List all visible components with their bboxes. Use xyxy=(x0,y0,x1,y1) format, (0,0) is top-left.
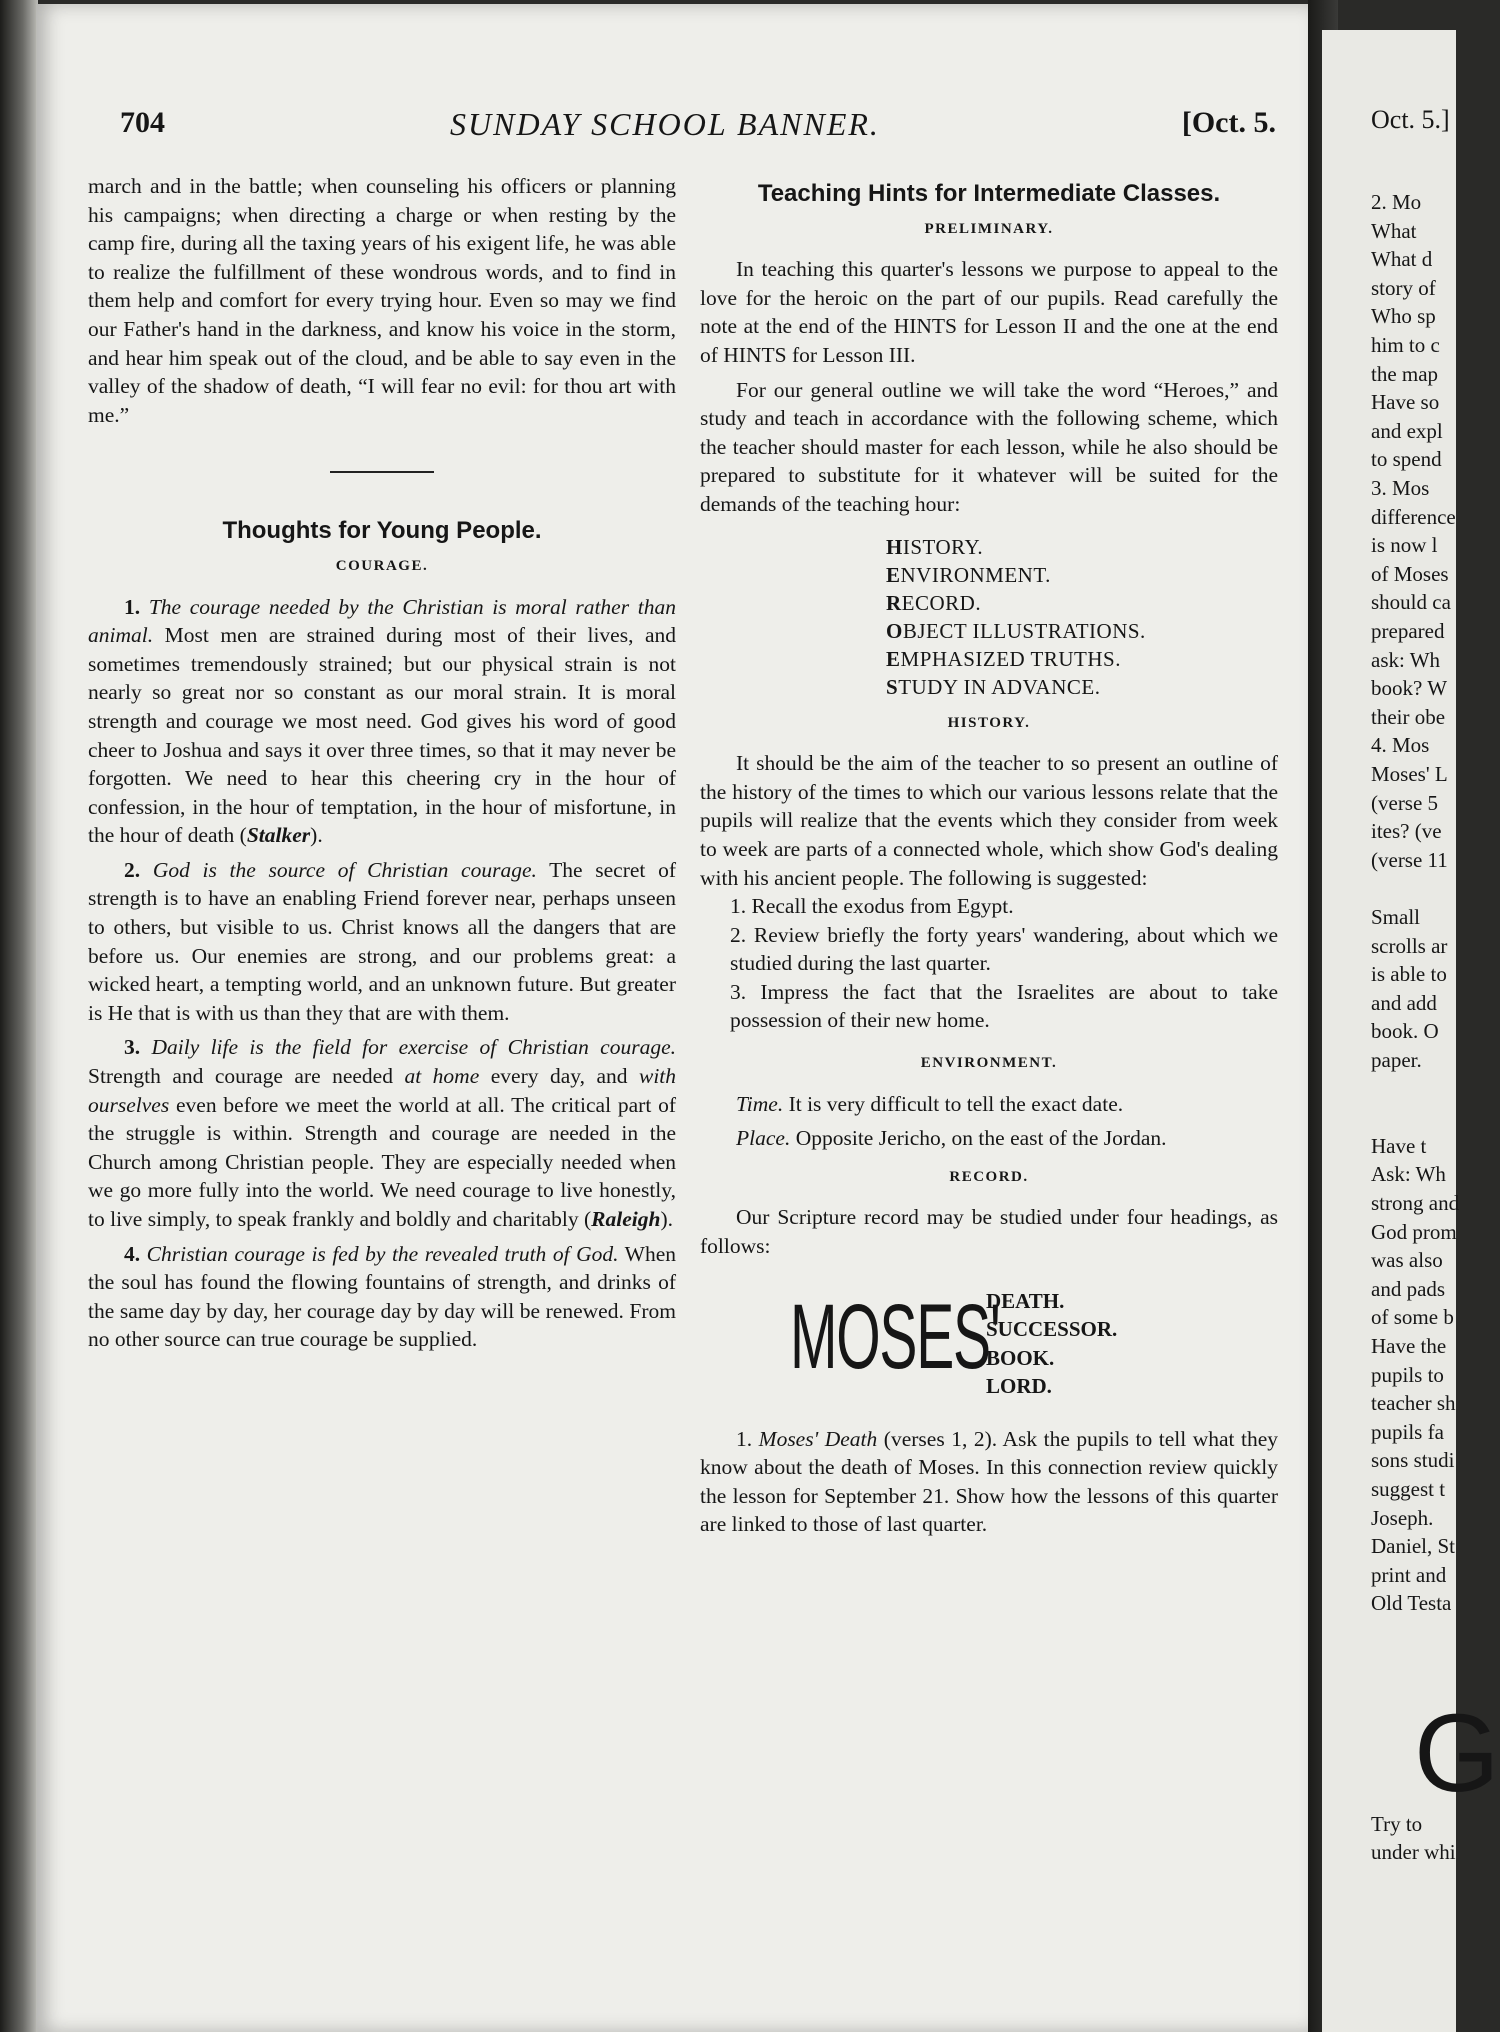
facing-page-line: (verse 11 xyxy=(1371,847,1448,872)
facing-page-line: ites? (ve xyxy=(1371,819,1442,844)
page-header xyxy=(120,106,1300,146)
facing-page-line: Joseph. xyxy=(1371,1505,1434,1530)
facing-page-line: Old Testa xyxy=(1371,1591,1452,1616)
facing-page-line: story of xyxy=(1371,275,1436,300)
preliminary-paragraph-1: In teaching this quarter's lessons we purpose to appeal to the love for the heroic on the part of our pupils. Read carefully the note at the end of the HINTS for Lesson II and the one at the end of HINTS for Lesson III. xyxy=(700,257,1278,367)
facing-page-line: is now l xyxy=(1371,533,1438,558)
facing-page-line: is able to xyxy=(1371,962,1447,987)
facing-page-line: (verse 5 xyxy=(1371,790,1439,815)
courage-point-4: 4. Christian courage is fed by the revealed truth of God. When the soul has found the flowing fountains of strength, and drinks of the same day by day, her courage day by day will be renewed. From no other source can true courage be supplied. xyxy=(88,1241,677,1352)
facing-page-line: their obe xyxy=(1371,704,1446,729)
history-item-3: 3. Impress the fact that the Israelites are about to take possession of their new home. xyxy=(730,979,1278,1033)
running-title: SUNDAY SCHOOL BANNER. xyxy=(450,106,880,142)
heroes-scheme-list xyxy=(886,533,1278,701)
facing-page-line: 4. Mos xyxy=(1371,733,1430,758)
facing-page-line: 2. Mo xyxy=(1371,190,1422,214)
facing-page-line: Have so xyxy=(1371,390,1440,415)
scan-edge xyxy=(0,0,38,2032)
facing-page-bottom-line: under whi xyxy=(1371,1840,1456,1864)
facing-page-line: book? W xyxy=(1371,676,1448,701)
scheme-item: OBJECT ILLUSTRATIONS. xyxy=(886,618,1146,643)
left-column xyxy=(88,172,676,1354)
courage-point-1: 1. The courage needed by the Christian is moral rather than animal. Most men are strained during most of their lives, and sometimes tremendously strained; but our physical strain is not nearly so great nor so constant as our moral strain. It is moral strength and courage we most need. God gives his word of good cheer to Joshua and says it over three times, so that it may never be forgotten. We need to hear this cheering cry in the hour of confession, in the hour of temptation, in the hour of misfortune, in the hour of death (Stalker). xyxy=(88,594,677,848)
header-date: [Oct. 5. xyxy=(1181,106,1276,139)
moses-headings-list: DEATH. SUCCESSOR. BOOK. LORD. xyxy=(986,1288,1118,1399)
facing-page-line: should ca xyxy=(1371,590,1451,615)
scheme-item: HISTORY. xyxy=(886,534,984,559)
facing-page-line: pupils to xyxy=(1371,1362,1444,1387)
courage-point-3: 3. Daily life is the field for exercise of Christian courage. Strength and courage are needed at home every day, and with ourselves even before we meet the world at all. The critical part of the struggle is within. Strength and courage are needed in the Church among Christian people. They are especially needed when we go more fully into the world. We need courage to live honestly, to live simply, to speak frankly and boldly and charitably (Raleigh). xyxy=(88,1035,677,1231)
facing-page-line: Ask: Wh xyxy=(1371,1162,1446,1187)
facing-page-line: of some b xyxy=(1371,1305,1454,1330)
moses-headings-block xyxy=(700,1277,1278,1409)
facing-page-line: 3. Mos xyxy=(1371,476,1430,500)
moses-death-paragraph: 1. Moses' Death (verses 1, 2). Ask the pupils to tell what they know about the death of Moses. In this connection review quickly the lesson for September 21. Show how the lessons of this quarter are linked to those of last quarter. xyxy=(700,1426,1279,1537)
facing-page-line: What d xyxy=(1371,247,1433,272)
facing-page-line: was also xyxy=(1371,1248,1443,1273)
facing-page-line: teacher sh xyxy=(1371,1391,1456,1416)
scheme-item: RECORD. xyxy=(886,590,982,615)
scheme-item: ENVIRONMENT. xyxy=(886,562,1051,587)
facing-page-line: sons studi xyxy=(1371,1448,1455,1473)
right-column xyxy=(700,172,1278,1539)
record-paragraph: Our Scripture record may be studied under four headings, as follows: xyxy=(700,1205,1278,1259)
preliminary-paragraph-2: For our general outline we will take the word “Heroes,” and study and teach in accordance with the following scheme, which the teacher should master for each lesson, while he also should be prepared to substitute for it whatever will be suited for the demands of the teaching hour: xyxy=(700,377,1278,516)
facing-page-line: God prom xyxy=(1371,1219,1457,1244)
facing-page-line: to spend xyxy=(1371,447,1442,472)
history-item-2: 2. Review briefly the forty years' wandering, about which we studied during the last quarter. xyxy=(730,922,1278,976)
facing-page-line: suggest t xyxy=(1371,1477,1446,1501)
facing-page-line: difference xyxy=(1371,504,1456,529)
facing-page-line: him to c xyxy=(1371,333,1440,357)
facing-page-line: prepared xyxy=(1371,619,1445,643)
facing-page-line: Have the xyxy=(1371,1334,1447,1358)
facing-page-line: book. O xyxy=(1371,1019,1439,1044)
scheme-item: STUDY IN ADVANCE. xyxy=(886,674,1101,699)
moses-display-word: MOSES' xyxy=(790,1285,1000,1388)
facing-page-line: strong and xyxy=(1371,1191,1460,1215)
facing-page-line: and add xyxy=(1371,990,1437,1015)
page-number: 704 xyxy=(120,106,165,139)
facing-page-line: paper. xyxy=(1371,1048,1422,1072)
facing-page-line: Small xyxy=(1371,905,1421,929)
facing-page-line: scrolls ar xyxy=(1371,933,1448,958)
courage-point-2: 2. God is the source of Christian courage. The secret of strength is to have an enabling Friend forever near, perhaps unseen to others, but visible to us. Christ knows all the dangers that are before us. Our enemies are strong, and our problems great: a wicked heart, a tempting world, and an unknown future. But greater is He that is with us than they that are with them. xyxy=(88,857,676,1025)
history-item-1: 1. Recall the exodus from Egypt. xyxy=(730,894,1014,919)
teaching-hints-heading: Teaching Hints for Intermediate Classes. xyxy=(757,180,1221,207)
scheme-item: EMPHASIZED TRUTHS. xyxy=(886,646,1121,671)
facing-page-line: Moses' L xyxy=(1371,762,1448,786)
preliminary-label: PRELIMINARY. xyxy=(924,220,1054,237)
environment-label: ENVIRONMENT. xyxy=(920,1055,1058,1072)
facing-page-line: pupils fa xyxy=(1371,1419,1444,1444)
facing-page-line: the map xyxy=(1371,361,1439,386)
intro-paragraph: march and in the battle; when counseling his officers or planning his campaigns; when directing a charge or when resting by the camp fire, during all the taxing years of his exigent life, he was able to realize the fulfillment of these wondrous words, and to find in them help and comfort for every trying hour. Even so may we find our Father's hand in the darkness, and know his voice in the storm, and hear him speak out of the cloud, and be able to say even in the valley of the shadow of death, “I will fear no evil: for thou art with me.” xyxy=(88,174,676,427)
facing-page-bottom-line: Try to xyxy=(1371,1812,1423,1836)
facing-page-header: Oct. 5.] xyxy=(1371,105,1450,134)
history-label: HISTORY. xyxy=(947,714,1031,731)
place-paragraph: Place. Opposite Jericho, on the east of the Jordan. xyxy=(736,1126,1167,1151)
record-label: RECORD. xyxy=(949,1168,1029,1185)
section-divider xyxy=(330,471,434,473)
thoughts-heading: Thoughts for Young People. xyxy=(222,517,542,545)
facing-page-line: print and xyxy=(1371,1562,1447,1587)
facing-page-line: of Moses xyxy=(1371,561,1449,586)
facing-page-line: ask: Wh xyxy=(1371,647,1441,672)
time-paragraph: Time. It is very difficult to tell the exact date. xyxy=(736,1091,1124,1116)
history-paragraph: It should be the aim of the teacher to so present an outline of the history of the times to which our various lessons relate that the pupils will realize that the events which they consider from week to week are parts of a connected whole, which show God's dealing with his ancient people. The following is suggested: xyxy=(700,751,1278,890)
facing-page-big-letter: G xyxy=(1414,1692,1500,1815)
facing-page-line: and pads xyxy=(1371,1276,1446,1301)
facing-page-line: Daniel, St xyxy=(1371,1534,1455,1559)
courage-subheading: COURAGE. xyxy=(335,557,429,574)
facing-page-line: Have t xyxy=(1371,1133,1427,1158)
facing-page-line: What xyxy=(1371,218,1417,243)
facing-page-line: Who sp xyxy=(1371,304,1436,329)
facing-page-line: and expl xyxy=(1371,418,1443,443)
